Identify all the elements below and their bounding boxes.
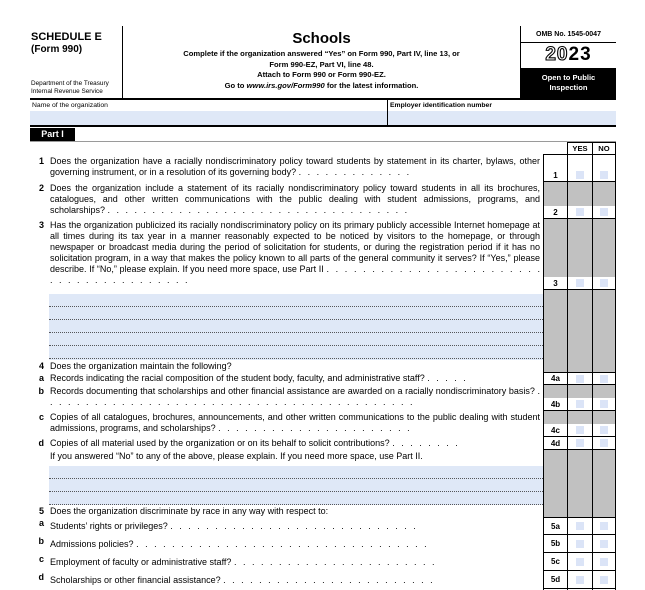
- tax-year-bold: 23: [568, 44, 592, 65]
- organization-name-input[interactable]: [30, 111, 387, 125]
- q3-yes-checkbox[interactable]: [576, 279, 584, 287]
- q5c-no-checkbox[interactable]: [600, 558, 608, 566]
- identification-row: [30, 100, 616, 127]
- q2-yes-checkbox[interactable]: [576, 208, 584, 216]
- ein-field: [388, 100, 616, 125]
- q4-explanation-line-3[interactable]: [49, 492, 543, 505]
- form-header-center: [123, 26, 520, 98]
- question-4-text: Does the organization maintain the following?: [50, 361, 232, 371]
- dot-leader: . . . . . . . . . . . . . . . . . . . . . . . . . . . . . . . . . . . . . . . . . .: [50, 386, 540, 407]
- q3-no-checkbox[interactable]: [600, 279, 608, 287]
- q4a-no-checkbox[interactable]: [600, 375, 608, 383]
- question-3-answer-grid: [543, 219, 616, 290]
- line-number-box-4b: 4b: [543, 398, 567, 411]
- open-to-public-line1: Open to Public: [541, 72, 596, 82]
- schedule-label: SCHEDULE E: [31, 31, 102, 43]
- q4b-no-checkbox[interactable]: [600, 400, 608, 408]
- question-5-number: 5: [38, 506, 44, 516]
- question-5a-letter: a: [38, 518, 44, 528]
- dot-leader: . . . . . . . . . . . . . . . . . . . . . . .: [233, 556, 435, 567]
- line-number-box-5b: 5b: [543, 535, 567, 553]
- question-3-explanation-area: [30, 290, 616, 360]
- question-4-note-row: [30, 450, 616, 463]
- q3-explanation-line-2[interactable]: [49, 307, 543, 320]
- question-1-answer-grid: [543, 155, 616, 182]
- line-number-box-1: 1: [543, 169, 567, 182]
- question-2-text: Does the organization include a statement of its racially nondiscriminatory policy toward students in all its brochures, catalogues, and other written communications with the public dealing with student admissions, programs, and scholarships? . . . . . . . . . . . . . . . . . . . . . . . . . . . . . . . . . .: [50, 183, 540, 215]
- question-2-row: [30, 182, 616, 219]
- q4d-no-checkbox[interactable]: [600, 439, 608, 447]
- question-4c-row: [30, 411, 616, 437]
- open-to-public-badge: [521, 68, 616, 98]
- question-1-row: [30, 155, 616, 182]
- treasury-department-label: [31, 80, 119, 96]
- q5b-no-checkbox[interactable]: [600, 540, 608, 548]
- q5a-yes-checkbox[interactable]: [576, 522, 584, 530]
- tax-year: [521, 43, 616, 68]
- question-4b-letter: b: [38, 386, 44, 396]
- q5d-yes-checkbox[interactable]: [576, 576, 584, 584]
- line-number-box-4c: 4c: [543, 424, 567, 437]
- q4b-yes-checkbox[interactable]: [576, 400, 584, 408]
- question-4-explanation-area: [30, 463, 616, 505]
- dot-leader: . . . . . . . . . . . . . . . . . . . . . . . . . . . . . . . . . .: [107, 205, 408, 215]
- line-number-box-5d: 5d: [543, 571, 567, 589]
- organization-name-field: [30, 100, 388, 125]
- dot-leader: . . . . . . . . . . . . . . . . . . . . . . . . . . . .: [170, 520, 416, 531]
- q3-explanation-line-5[interactable]: [49, 346, 543, 359]
- question-2-answer-grid: [543, 182, 616, 219]
- question-5b-text: Admissions policies? . . . . . . . . . . . . . . . . . . . . . . . . . . . . . . . . .: [50, 538, 427, 549]
- completion-instruction-line2: Form 990-EZ, Part VI, line 48.: [269, 59, 374, 69]
- question-5d-row: [30, 571, 616, 589]
- q3-explanation-line-3[interactable]: [49, 320, 543, 333]
- line-number-box-2: 2: [543, 206, 567, 219]
- question-5c-text: Employment of faculty or administrative staff? . . . . . . . . . . . . . . . . . . . . . . .: [50, 556, 435, 567]
- q1-yes-checkbox[interactable]: [576, 171, 584, 179]
- question-4c-letter: c: [38, 412, 44, 422]
- goto-instruction: Go to www.irs.gov/Form990 for the latest information.: [224, 80, 419, 90]
- answer-column-headers: [30, 142, 616, 155]
- form-header: [30, 26, 616, 100]
- dot-leader: . . . . . . . . . . . . .: [298, 167, 410, 177]
- q4d-yes-checkbox[interactable]: [576, 439, 584, 447]
- dot-leader: . . . . . . . . . . . . . . . . . . . . . . . . . . . . . . . . . . . . . . . .: [50, 264, 540, 285]
- question-4d-row: [30, 437, 616, 450]
- part1-header: Part I: [30, 128, 75, 141]
- line-number-box-3: 3: [543, 277, 567, 290]
- q3-explanation-line-4[interactable]: [49, 333, 543, 346]
- question-5a-text: Students’ rights or privileges? . . . . . . . . . . . . . . . . . . . . . . . . . . . .: [50, 520, 416, 531]
- open-to-public-line2: Inspection: [549, 82, 588, 92]
- organization-name-label: Name of the organization: [32, 102, 108, 109]
- completion-instruction-line1: Complete if the organization answered “Yes” on Form 990, Part IV, line 13, or: [183, 49, 460, 58]
- line-number-column-header: [543, 142, 567, 155]
- question-5-row: [30, 505, 616, 517]
- question-3-row: [30, 219, 616, 290]
- question-5b-letter: b: [38, 536, 44, 546]
- question-1-number: 1: [38, 156, 44, 166]
- question-4a-row: [30, 372, 616, 385]
- dot-leader: . . . . . . . . . . . . . . . . . . . . . . . .: [223, 574, 433, 585]
- tax-year-outline: 20: [545, 44, 569, 65]
- q4-explanation-line-1[interactable]: [49, 466, 543, 479]
- question-4b-row: [30, 385, 616, 411]
- q5c-yes-checkbox[interactable]: [576, 558, 584, 566]
- ein-input[interactable]: [388, 111, 616, 125]
- dept-line2: Internal Revenue Service: [31, 88, 103, 95]
- dot-leader: . . . . . . . .: [392, 438, 458, 448]
- question-4c-text: Copies of all catalogues, brochures, announcements, and other written communications to the public dealing with student admissions, programs, and scholarships? . . . . . . . . . . . . . . . . . . . . . .: [50, 412, 540, 433]
- column-header-spacer: [30, 142, 543, 155]
- question-4a-text: Records indicating the racial composition of the student body, faculty, and administrative staff? . . . . .: [50, 373, 466, 383]
- question-3-text: Has the organization publicized its racially nondiscriminatory policy on its primary publicly accessible Internet homepage at all times during its tax year in a manner reasonably expected to be noticed by visitors to the homepage, or through newspaper or broadcast media during the period of solicitation for students, or during the registration period if it has no solicitation program, in a way that makes the policy known to all parts of the general community it serves? If “Yes,” please describe. If “No,” please explain. If you need more space, use Part II . . . . . . . . . . . . . . . . . . . . . . . . . . . . . . . . . . . . . . . .: [50, 220, 540, 285]
- question-4-number: 4: [38, 361, 44, 371]
- question-4-row: [30, 360, 616, 372]
- question-4-note: If you answered “No” to any of the above, please explain. If you need more space, use Part II.: [50, 451, 423, 461]
- form-title: Schools: [292, 30, 351, 47]
- question-3-number: 3: [38, 220, 44, 230]
- q5a-no-checkbox[interactable]: [600, 522, 608, 530]
- question-5c-letter: c: [38, 554, 44, 564]
- attach-instruction: Attach to Form 990 or Form 990-EZ.: [257, 70, 386, 80]
- q4a-yes-checkbox[interactable]: [576, 375, 584, 383]
- question-5d-text: Scholarships or other financial assistance? . . . . . . . . . . . . . . . . . . . . . . . .: [50, 574, 433, 585]
- q5d-no-checkbox[interactable]: [600, 576, 608, 584]
- yes-column-header: YES: [567, 142, 592, 155]
- ein-label: Employer identification number: [390, 102, 492, 109]
- dot-leader: . . . . . . . . . . . . . . . . . . . . . .: [218, 423, 410, 433]
- part1-header-row: [30, 127, 616, 142]
- q1-no-checkbox[interactable]: [600, 171, 608, 179]
- form-number-label: (Form 990): [31, 43, 83, 55]
- q4c-no-checkbox[interactable]: [600, 426, 608, 434]
- line-number-box-4a: 4a: [543, 373, 567, 385]
- line-number-box-4d: 4d: [543, 437, 567, 450]
- form-header-left: [30, 26, 123, 98]
- question-4b-text: Records documenting that scholarships and other financial assistance are awarded on a racially nondiscriminatory basis? . . . . . . . . . . . . . . . . . . . . . . . . . . . . . . . . . . . . . . . . . .: [50, 386, 540, 407]
- question-4a-letter: a: [38, 373, 44, 383]
- line-number-box-5c: 5c: [543, 553, 567, 571]
- question-5c-row: [30, 553, 616, 571]
- q2-no-checkbox[interactable]: [600, 208, 608, 216]
- question-4d-text: Copies of all material used by the organization or on its behalf to solicit contributions? . . . . . . . .: [50, 438, 458, 448]
- q4-explanation-line-2[interactable]: [49, 479, 543, 492]
- form-header-right: [520, 26, 616, 98]
- dot-leader: . . . . .: [427, 373, 466, 383]
- q5b-yes-checkbox[interactable]: [576, 540, 584, 548]
- q4c-yes-checkbox[interactable]: [576, 426, 584, 434]
- completion-instruction: [123, 49, 520, 92]
- omb-number: OMB No. 1545-0047: [521, 26, 616, 43]
- question-5d-letter: d: [38, 572, 44, 582]
- irs-url: www.irs.gov/Form990: [246, 80, 325, 90]
- question-1-text: Does the organization have a racially nondiscriminatory policy toward students by statement in its charter, bylaws, other governing instrument, or in a resolution of its governing body? . . . . . . . . . . . . .: [50, 156, 540, 177]
- question-2-number: 2: [38, 183, 44, 193]
- question-5-text: Does the organization discriminate by race in any way with respect to:: [50, 506, 329, 516]
- dot-leader: . . . . . . . . . . . . . . . . . . . . . . . . . . . . . . . . .: [136, 538, 427, 549]
- question-5b-row: [30, 535, 616, 553]
- q3-explanation-line-1[interactable]: [49, 294, 543, 307]
- question-5a-row: [30, 517, 616, 535]
- question-4d-letter: d: [38, 438, 44, 448]
- dept-line1: Department of the Treasury: [31, 80, 109, 87]
- no-column-header: NO: [592, 142, 616, 155]
- form-sheet: [30, 26, 616, 590]
- line-number-box-5a: 5a: [543, 518, 567, 535]
